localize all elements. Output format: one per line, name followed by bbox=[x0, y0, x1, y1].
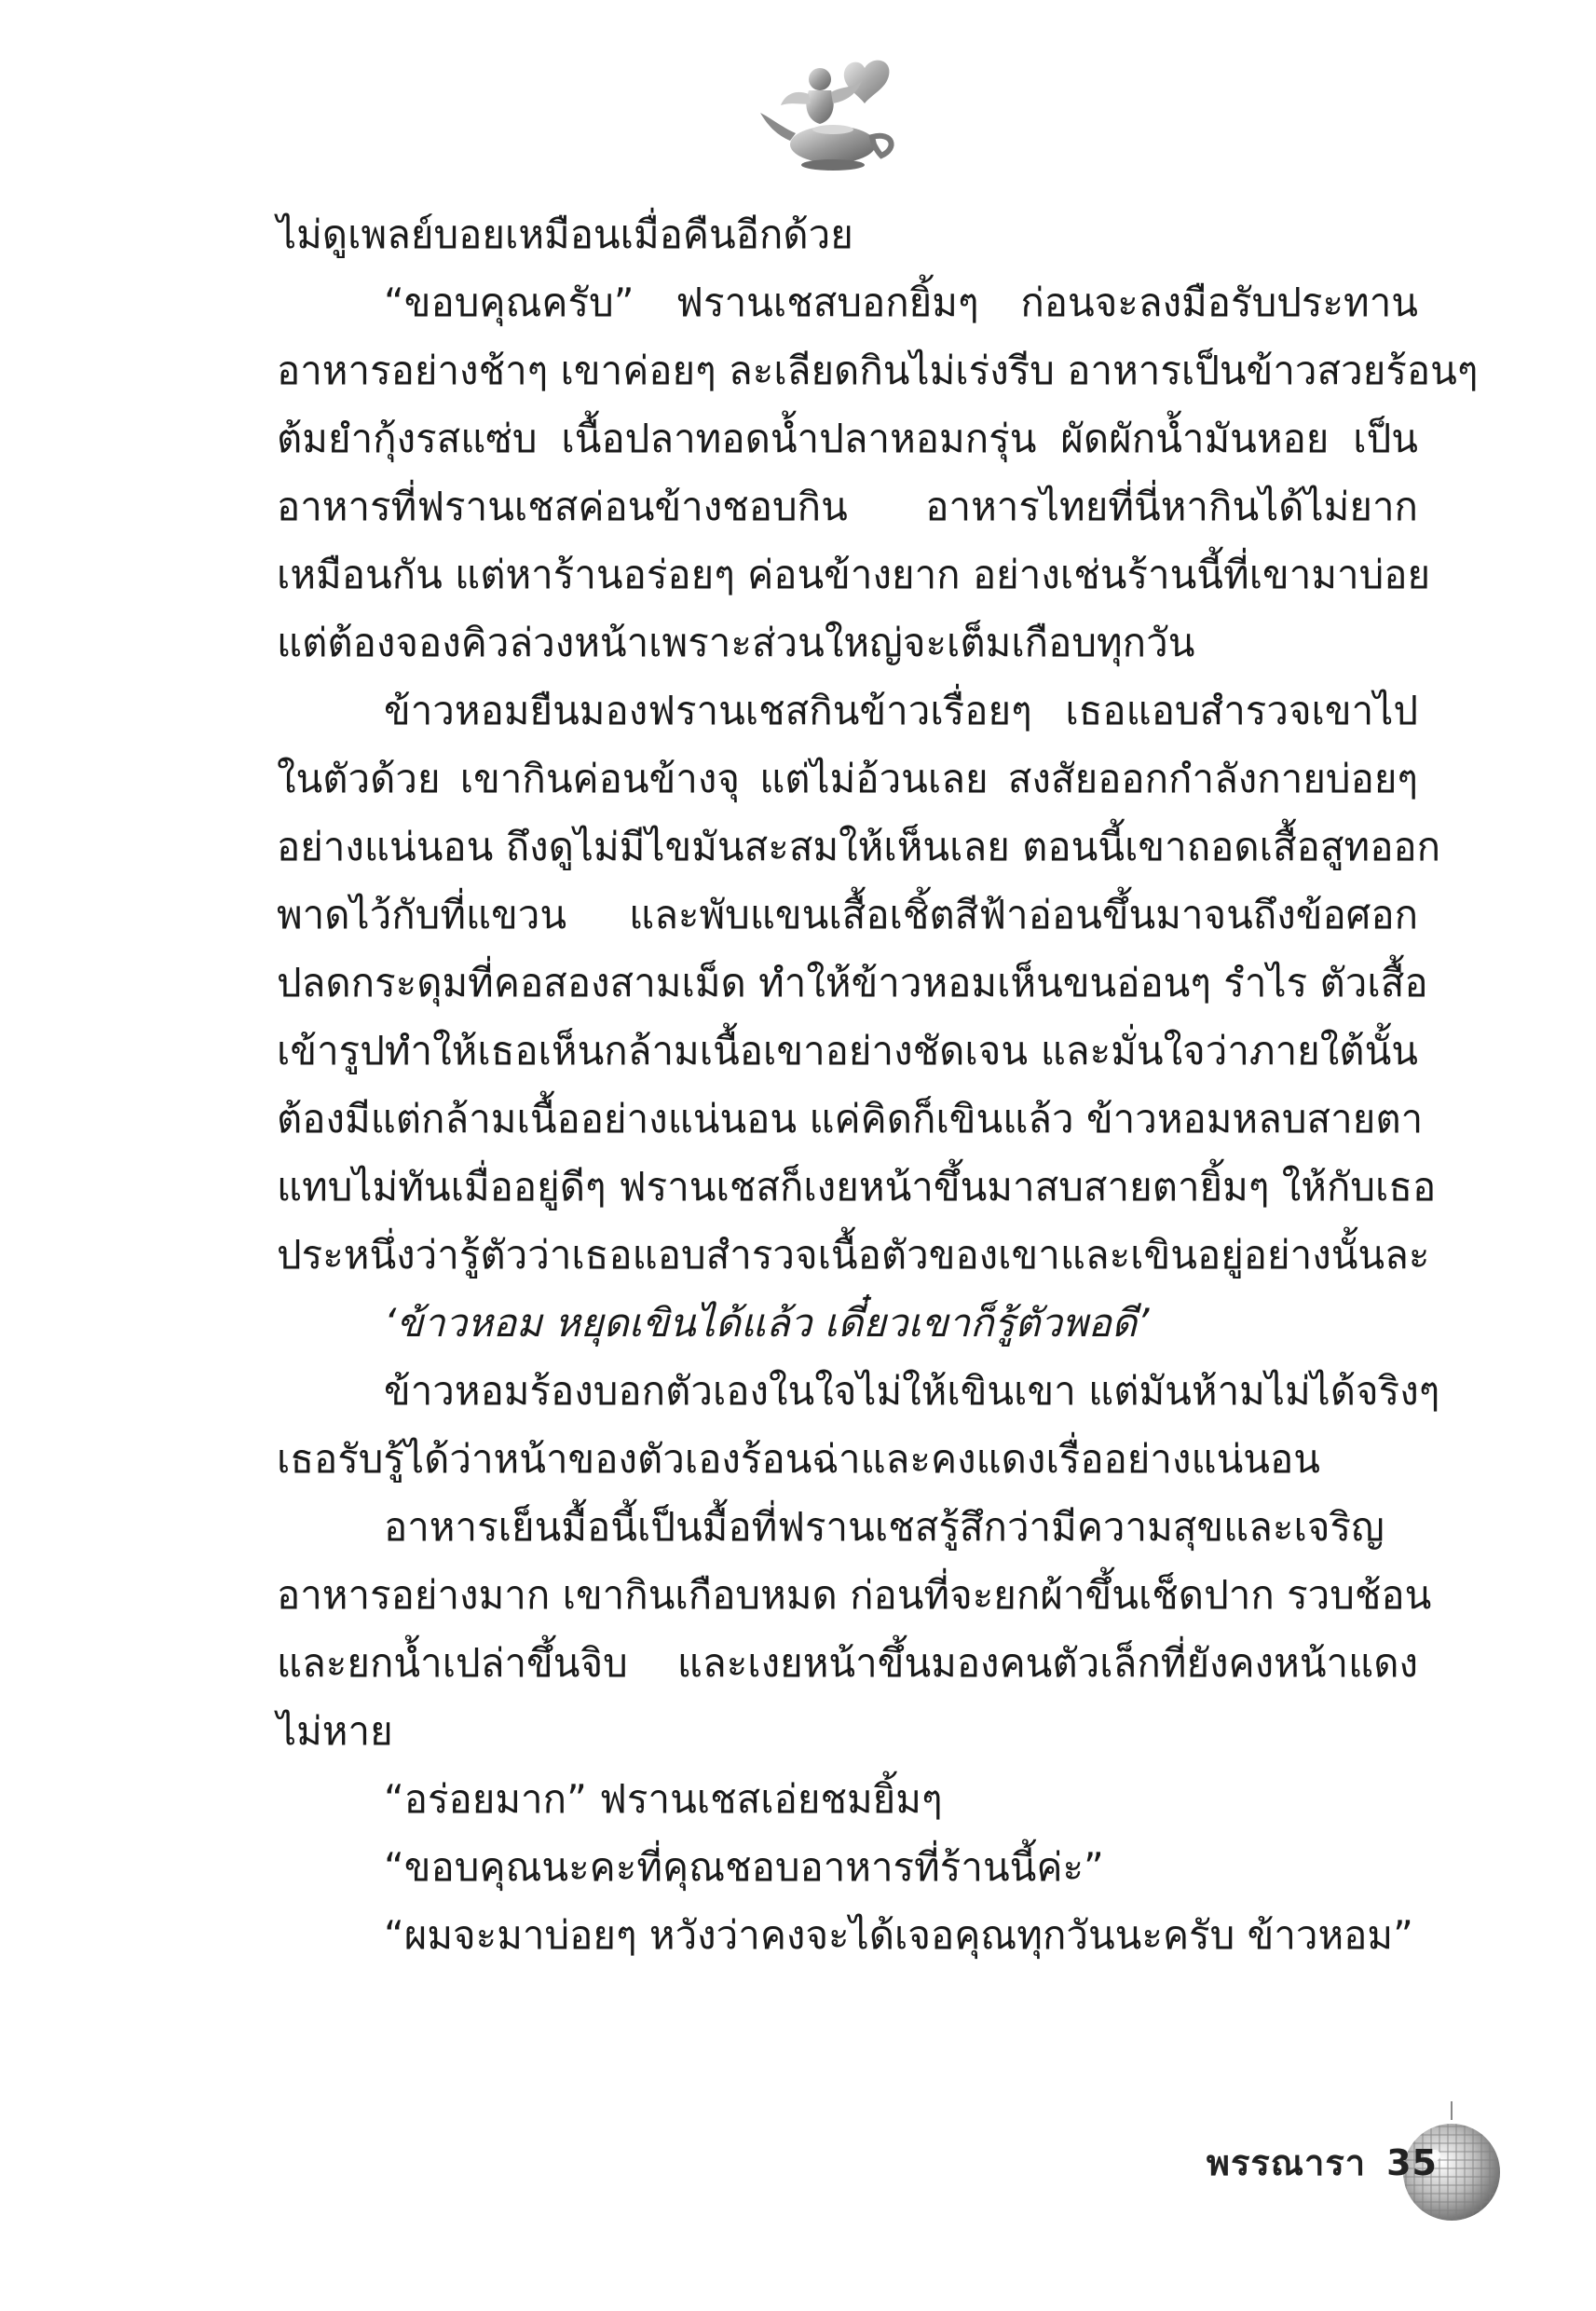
text-line: ไม่ดูเพลย์บอยเหมือนเมื่อคืนอีกด้วย bbox=[277, 212, 853, 257]
text-line: ในตัวด้วย เขากินค่อนข้างจุ แต่ไม่อ้วนเลย สงสัยออกกำลังกายบ่อยๆ bbox=[277, 756, 1418, 801]
text-line: “ผมจะมาบ่อยๆ หวังว่าคงจะได้เจอคุณทุกวันนะครับ ข้าวหอม” bbox=[384, 1912, 1413, 1958]
text-line: แทบไม่ทันเมื่ออยู่ดีๆ ฟรานเชสก็เงยหน้าขึ้นมาสบสายตายิ้มๆ ให้กับเธอ bbox=[277, 1164, 1437, 1210]
text-line: ต้องมีแต่กล้ามเนื้ออย่างแน่นอน แค่คิดก็เขินแล้ว ข้าวหอมหลบสายตา bbox=[277, 1096, 1424, 1142]
text-line: พาดไว้กับที่แขวน และพับแขนเสื้อเชิ้ตสีฟ้าอ่อนขึ้นมาจนถึงข้อศอก bbox=[277, 892, 1418, 937]
text-line: ปลดกระดุมที่คอสองสามเม็ด ทำให้ข้าวหอมเห็นขนอ่อนๆ รำไร ตัวเสื้อ bbox=[277, 960, 1428, 1005]
text-line: เหมือนกัน แต่หาร้านอร่อยๆ ค่อนข้างยาก อย่างเช่นร้านนี้ที่เขามาบ่อย bbox=[277, 552, 1431, 597]
text-line: แต่ต้องจองคิวล่วงหน้าเพราะส่วนใหญ่จะเต็มเกือบทุกวัน bbox=[277, 620, 1195, 665]
text-line: ข้าวหอมยืนมองฟรานเชสกินข้าวเรื่อยๆ เธอแอบสำรวจเขาไป bbox=[384, 688, 1418, 733]
body-text bbox=[277, 200, 1479, 1969]
text-line: เธอรับรู้ได้ว่าหน้าของตัวเองร้อนฉ่าและคงแดงเรื่ออย่างแน่นอน bbox=[277, 1436, 1320, 1482]
text-line: เข้ารูปทำให้เธอเห็นกล้ามเนื้อเขาอย่างชัดเจน และมั่นใจว่าภายใต้นั้น bbox=[277, 1028, 1418, 1073]
text-line: “อร่อยมาก” ฟรานเชสเอ่ยชมยิ้มๆ bbox=[384, 1776, 943, 1822]
text-line: ไม่หาย bbox=[277, 1708, 393, 1754]
text-line: ต้มยำกุ้งรสแซ่บ เนื้อปลาทอดน้ำปลาหอมกรุ่น ผัดผักน้ำมันหอย เป็น bbox=[277, 416, 1418, 461]
text-line: “ขอบคุณนะคะที่คุณชอบอาหารที่ร้านนี้ค่ะ” bbox=[384, 1844, 1104, 1890]
text-line: อย่างแน่นอน ถึงดูไม่มีไขมันสะสมให้เห็นเลย ตอนนี้เขาถอดเสื้อสูทออก bbox=[277, 824, 1441, 869]
text-line: อาหารที่ฟรานเชสค่อนข้างชอบกิน อาหารไทยที่นี่หากินได้ไม่ยาก bbox=[277, 484, 1418, 529]
book-title: พรรณารา bbox=[1206, 2142, 1367, 2183]
text-line: อาหารอย่างมาก เขากินเกือบหมด ก่อนที่จะยกผ้าขึ้นเช็ดปาก รวบช้อน bbox=[277, 1572, 1432, 1618]
page-number: 35 bbox=[1386, 2141, 1438, 2183]
text-line: อาหารเย็นมื้อนี้เป็นมื้อที่ฟรานเชสรู้สึกว่ามีความสุขและเจริญ bbox=[384, 1504, 1385, 1550]
text-line: ประหนึ่งว่ารู้ตัวว่าเธอแอบสำรวจเนื้อตัวของเขาและเขินอยู่อย่างนั้นละ bbox=[277, 1232, 1430, 1278]
text-line: “ขอบคุณครับ” ฟรานเชสบอกยิ้มๆ ก่อนจะลงมือรับประทาน bbox=[384, 280, 1418, 325]
cherub-teapot-icon bbox=[753, 51, 911, 177]
text-line: และยกน้ำเปล่าขึ้นจิบ และเงยหน้าขึ้นมองคนตัวเล็กที่ยังคงหน้าแดง bbox=[277, 1640, 1418, 1686]
text-line: ข้าวหอมร้องบอกตัวเองในใจไม่ให้เขินเขา แต่มันห้ามไม่ได้จริงๆ bbox=[384, 1368, 1440, 1414]
text-line: ‘ข้าวหอม หยุดเขินได้แล้ว เดี๋ยวเขาก็รู้ตัวพอดี’ bbox=[384, 1300, 1150, 1346]
text-line: อาหารอย่างช้าๆ เขาค่อยๆ ละเลียดกินไม่เร่งรีบ อาหารเป็นข้าวสวยร้อนๆ bbox=[277, 348, 1479, 393]
page-footer bbox=[1207, 2134, 1438, 2191]
